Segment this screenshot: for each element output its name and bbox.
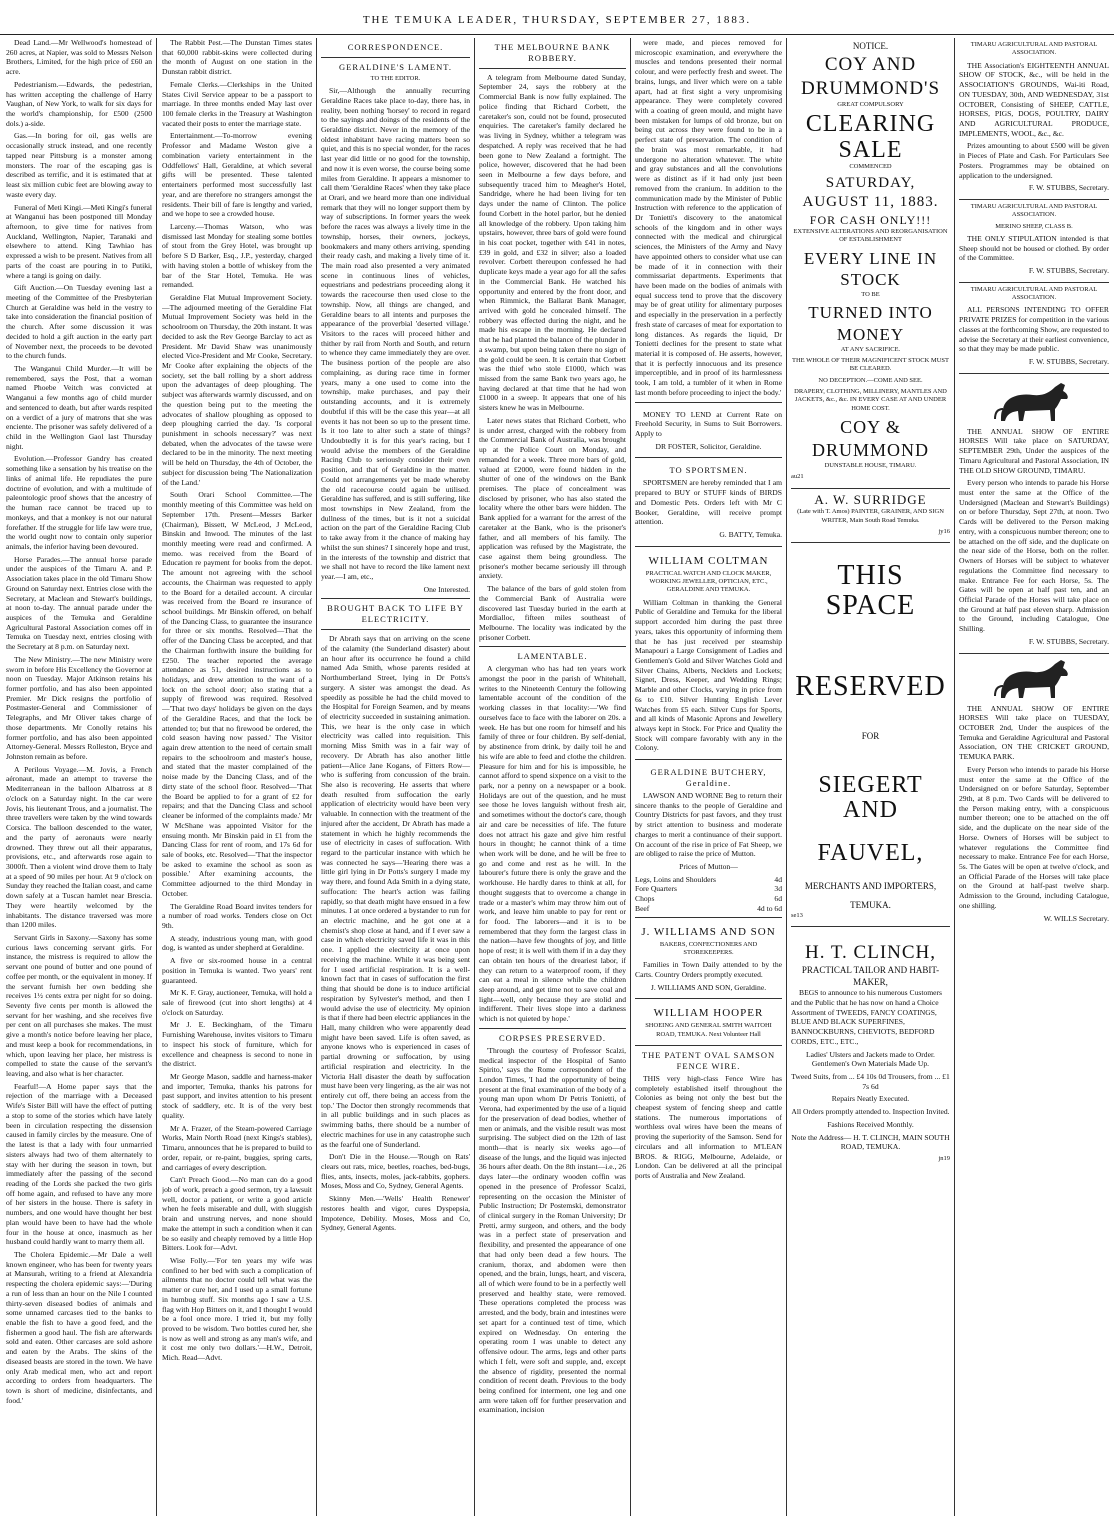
article-body: 'Through the courtesy of Professor Scalzi, medical inspector of the Hospital of Santo Spirito,' says the Rome correspondent of the London Times, 'I had the opportunity of being present at the final examination of the body of a young man upon whom Dr Petris Tonietti, of Verona, had experimented by the use of a liquid for the preservation of dead bodies, whether of men or animals, and the visible result was most surprising. The subject died on the 12th of last month—that is nearly six weeks ago—of disease of the lungs, and the liquid was injected 36 hours after death. On the 8th instant—i.e., 26 days later—the ordinary wooden coffin was opened in the presence of Professor Scalzi, representing on the occasion the Minister of Public Instruction; Dr Postemski, demonstrator of clinical surgery in the Roman University; Dr Pretti, army surgeon, and others, and the body was in a perfect state of preservation and flexibility, and presented the appearance of one that had only been dead a few hours. The cranium, thorax, and abdomen were then opened, and the brain, lungs, heart, and viscera, all of which were found to be in a perfectly well preserved and healthy state, were removed. These operations completed the process was arrested, and the body, brain and intestines were set apart for a continued test of time, which expired on Wednesday. On entering the operating room I was unable to detect any offensive odour. The arms, legs and other parts which I felt, were soft and supple, and, except the absence of rigidity, presented the normal condition of recent death. Previous to the body being confined for interment, one leg and one arm were taken off for further preservation and examination, incision <box>479 1045 626 1415</box>
advert-signature: F. W. STUBBS, Secretary. <box>1028 266 1109 276</box>
column-1 <box>6 38 152 1516</box>
article-body: The balance of the bars of gold stolen from the Commercial Bank of Australia were discovered last Tuesday buried in the earth at Mordialloc, fifteen miles southeast of Melbourne. The locality was indicated by the prisoner Corbett. <box>479 584 626 642</box>
advert-subtitle: COMMENCED <box>849 162 892 170</box>
column-7 <box>959 38 1109 1516</box>
news-paragraph: The Wanganui Child Murder.—It will be remembered, says the Post, that a woman named Phoebe Veitch was convicted at Wanganui a few months ago of child murder and sentenced to death, but after wards respited on a verdict of a jury of matrons that she was enciente. The prisoner was safely delivered of a child in the Wellington Gaol last Thursday night. <box>6 364 152 451</box>
advert-heading: TO SPORTSMEN. <box>669 465 748 476</box>
advert-body: LAWSON AND WORNE Beg to return their sincere thanks to the people of Geraldine and Country Districts for past favors, and they trust by strict attention to business and moderate charges to merit a continuance of their support. On account of the rise in price of Fat Sheep, we are obliged to raise the price of Mutton. <box>635 790 782 859</box>
advert-body: William Coltman in thanking the General Public of Geraldine and Temuka for the liberal support accorded him during the past three years, takes this opportunity of informing them that he has just received per steamship Manapouri a Large Consignment of Ladies and Gentlemen's Gold and Silver Watches Gold and Silver Chains, Alberts, Necklets and Lockets; Signet, Dress, Keeper, and Wedding Rings; Marble and other Clocks, varying in price from 6s to £10. Silver Hunting English Lever Watches from £5 each. Silver Cups for Sports, and all kinds of Masonic Aprons and Jewellery always kept in Stock. For Price and Quality the Stock will compare favorably with any in the Colony. <box>635 597 782 753</box>
masthead <box>0 0 1114 35</box>
advert-body: Families in Town Daily attended to by the Carts. Country Orders promptly executed. <box>635 960 782 979</box>
advert-title: COY AND DRUMMOND'S <box>800 53 941 99</box>
advert-subtitle: NO DECEPTION.—COME AND SEE. <box>818 376 923 384</box>
news-paragraph: Dead Land.—Mr Wellwood's homestead of 260 acres, at Napier, was sold to Messrs Nelson Brothers, Limited, for the high price of £60 an acre. <box>6 38 152 77</box>
money-advert <box>635 407 782 459</box>
section-heading: CORRESPONDENCE. <box>347 42 444 52</box>
merino-advert <box>959 200 1109 283</box>
advert-signature: G. BATTY, Temuka. <box>719 529 782 539</box>
advert-subtitle: EXTENSIVE ALTERATIONS AND REORGANISATION OF ESTABLISHMENT <box>793 227 948 244</box>
news-paragraph: Pedestrianism.—Edwards, the pedestrian, has written accepting the challenge of Harry Vaughan, of New York, to walk for six days for the world's championship, for £500 (2500 dols.) a-side. <box>6 79 152 128</box>
article-heading: THE MELBOURNE BANK ROBBERY. <box>494 42 611 63</box>
price-row <box>635 904 782 914</box>
advert-heading: TIMARU AGRICULTURAL AND PASTORAL ASSOCIATION. <box>970 285 1098 302</box>
column-3 <box>321 38 470 1516</box>
news-paragraph: Funeral of Meti Kingi.—Meti Kingi's funeral at Wanganui has been postponed till Monday afternoon, to give time for natives from Auckland, Wellington, Napier, Taranaki and elsewhere to attend. King Tawhiao has expressed a wish to be present. Natives from all parts of the coast are pouring in to Putiki, where a tangi is going on daily. <box>6 202 152 280</box>
advert-title: COY & DRUMMOND <box>811 417 929 461</box>
advert-signature: J. WILLIAMS AND SON, Geraldine. <box>650 982 767 992</box>
column-rule <box>630 38 631 1516</box>
column-rule <box>474 38 475 1516</box>
hooper-advert <box>635 999 782 1046</box>
news-paragraph: The Geraldine Road Board invites tenders for a number of road works. Tenders close on Oct 9th. <box>162 901 312 930</box>
divider <box>321 57 470 58</box>
price-row <box>635 875 782 885</box>
letter-salutation: TO THE EDITOR. <box>370 74 421 82</box>
advert-body: MONEY TO LEND at Current Rate on Freehold Security, in Sums to Suit Borrowers. Apply to <box>635 409 782 439</box>
news-paragraph: Female Clerks.—Clerkships in the United States Civil Service appear to be a passport to marriage. In three months ended May last over 100 female clerks in the Treasury at Washington vacated their posts to enter the marriage state. <box>162 79 312 128</box>
article-heading: GERALDINE'S LAMENT. <box>339 61 452 72</box>
advert-body: All Orders promptly attended to. Inspection Invited. <box>791 1107 950 1117</box>
coy-drummond-advert <box>791 38 950 489</box>
divider <box>321 598 470 599</box>
temuka-horse-show-advert <box>959 656 1109 924</box>
news-paragraph: The Cholera Epidemic.—Mr Dale a well known engineer, who has been for twenty years at Mansurah, writing to a friend at Alexandria respecting the cholera epidemic says:—'During a run of less than an hour on the Nile I counted thirty-seven diseased bodies of animals and some unnamed carcases tied to the banks to enable the fish to have a good feed, and the fishermen a good haul. The fish are afterwards sold and eaten. Other carcases are sold ashore and eaten by the Arabs. The skins of the diseased beasts are stored in the town. We have only Arab medical men, who act and report according to orders from headquarters. The town is short of medicine, disinfectants, and food.' <box>6 1249 152 1405</box>
news-paragraph: Geraldine Flat Mutual Improvement Society.—The adjourned meeting of the Geraldine Flat Mutual Improvement Society was held in the schoolroom on Thursday, the 20th instant. It was decided to ask the Rev George Barclay to act as President. Mr David Shaw was unanimously elected Vice-President and Mr Cooke, Secretary. Mr Cooke after explaining the objects of the society, set the ball rolling by a short address upon the advantages of deep ploughing. The subject was afterwards warmly discussed, and on the question being put to the meeting the advocates of shallow ploughing as opposed to deep ploughing carried the day. 'Is corporal punishment in schools necessary?' was next debated, when the advocates of the tawse were declared to be in the minority. The next meeting will be held on Thursday, the 4th of October, the subject for discussion being 'The Nationalization of the Land.' <box>162 292 312 487</box>
price-item: Beef <box>635 903 650 913</box>
advert-body: Ladies' Ulsters and Jackets made to Order. Gentlemen's Own Materials Made Up. <box>806 1049 935 1069</box>
news-paragraph: Can't Preach Good.—No man can do a good job of work, preach a good sermon, try a lawsuit well, doctor a patient, or write a good article when he feels miserable and dull, with sluggish brain and unstrung nerves, and none should make the attempt in such a condition when it can be so easily and cheaply removed by a little Hop Bitters. Look for—Advt. <box>162 1175 312 1253</box>
show-advert <box>959 38 1109 200</box>
column-6 <box>791 38 950 1516</box>
price-value: 4d to 6d <box>757 903 782 913</box>
advert-signature: F. W. STUBBS, Secretary. <box>1028 636 1109 646</box>
advert-tag: jy16 <box>938 527 950 535</box>
divider <box>479 1028 626 1029</box>
news-paragraph: Horse Parades.—The annual horse parade under the auspices of the Timaru A. and P. Association takes place in the old Timaru Show Ground on Saturday next. Entries close with the Secretary, at Maclean and Stewart's buildings, at noon to-day. The annual parade under the auspices of the Temuka and Geraldine Agricultural Pastoral Association comes off in Temuka on Tuesday next, entries closing with the Secretary at 8 p.m. on Saturday next. <box>6 554 152 652</box>
news-paragraph: A steady, industrious young man, with good dog, is wanted as under shepherd at Geraldine. <box>162 933 312 953</box>
advert-signature: F. W. STUBBS, Secretary. <box>1028 183 1109 193</box>
advert-title: TURNED INTO MONEY <box>808 303 933 345</box>
article-heading: LAMENTABLE. <box>517 651 588 662</box>
news-paragraph: Evolution.—Professor Gandry has created something like a sensation by his treatise on the links of animal life. He repudiates the pure doctrine of evolution, and with a multitude of paleontologic proof shows that the ancestry of the human race cannot be traced up to monkeys, and that a monkey is not our natural forefather. If the struggle for life law were true, the world ought now to contain only superior animals, the inferior having been devoured. <box>6 454 152 551</box>
advert-subheading: SHOEING AND GENERAL SMITH WAITOHI ROAD, TEMUKA. Next Volunteer Hall <box>645 1022 772 1038</box>
price-value: 4d <box>774 874 782 884</box>
advert-signature: DR FOSTER, Solicitor, Geraldine. <box>655 441 762 451</box>
advert-body: THIS very high-class Fence Wire has completely established itself throughout the Colonies as being not only the best but the cheapest system of fencing sheep and cattle stations. The numerous importations of worthless oval wires have been the means of proving the superiority of the Samson. Send for circulars and all information to M'LEAN BROS. & RIGG, Melbourne, Adelaide, or London. Can be delivered at all the principal ports of Australia and New Zealand. <box>635 1073 782 1181</box>
advert-heading: THE PATENT OVAL SAMSON FENCE WIRE. <box>641 1050 776 1071</box>
sale-date: SATURDAY, AUGUST 11, 1883. <box>802 175 939 211</box>
advert-body: THE ONLY STIPULATION intended is that Sheep should not be housed or clothed. By order of the Committee. <box>959 233 1109 263</box>
coltman-advert <box>635 547 782 761</box>
price-item: Legs, Loins and Shoulders <box>635 874 716 884</box>
advert-subtitle: THE WHOLE OF THEIR MAGNIFICENT STOCK MUST BE CLEARED. <box>792 357 949 373</box>
news-paragraph: A Perilous Voyage.—M. Jovis, a French aéronaut, made an attempt to traverse the Mediterranean in the balloon Albatross at 8 o'clock on a Saturday night. In the car were Jovis, his lieutenant Trous, and a journalist. The three travellers were taken by the wind towards Corsica. The balloon descended to the water, and the party of aeronauts were nearly drowned. They threw out all their apparatus, provisions, etc., and afterwards rose again to 3000ft. Then a violent wind drove them to Italy at a speed of 90 miles per hour. At 9 o'clock on Sunday they reached the Italian coast, and came down safely at a Tuscan hamlet near Brescia. They were heartily welcomed by the inhabitants. The distance traversed was more than 1200 miles. <box>6 764 152 930</box>
news-paragraph: Gift Auction.—On Tuesday evening last a meeting of the Committee of the Presbyterian Church at Geraldine was held in the vestry to take into consideration the financial position of the church. After some discussion it was decided to hold a gift auction in the early part of November next, the proceeds to be devoted to the church funds. <box>6 283 152 361</box>
divider <box>635 402 782 403</box>
advert-body: Every Person who intends to parade his Horse must enter the same at the Office of the Undersigned on or before Saturday, September 29th, at 8 p.m. Two Cards will be delivered to the Person making entry, with a conspicuous number thereon; one to be attached on the off side, and the duplicate on the near side of the Horse. Owners of Horses will be subject to whatever regulations the Committee find necessary to make. Entrance Fee for each Horse, 5s. The Gates will be open at twelve o'clock, and an Official Parade of the Horses will take place on the Ground at half-past twelve sharp. Admission to the Ground, including Catalogue, one shilling. <box>959 764 1109 910</box>
advert-title: H. T. CLINCH, <box>804 941 937 963</box>
column-rule <box>316 38 317 1516</box>
advert-tag: se13 <box>791 911 803 919</box>
clinch-advert <box>791 927 950 1163</box>
letter-body: Sir,—Although the annually recurring Geraldine Races take place to-day, there has, in reality, been nothing 'horsey' to record in regard to the sayings and doings of the residents of the Geraldine district. Never in the memory of the oldest inhabitant have racing matters been so quiet, and this is no special wonder, for the races last year did little or no good for the township, and now it is even worse, the course being some miles from Geraldine. It appears a misnomer to call them 'Geraldine Races' when they take place at Orari, and we heard more than one individual remark that they will no longer support them by way of subscriptions. In former years the week before the races was always a lively time in the township, horses, their owners, jockeys, bookmakers and many others arriving, spending their ready cash, and making a lively time of it. The main road also presented a very animated scene in continuous lines of vehicles, equestrians and pedestrians proceeding along it towards the racecourse then used close to the township. Now, all things are changed, and Geraldine bears to all intents and purposes the appearance of the proverbial 'deserted village.' Visitors to the races will proceed hither and thither by rail from North and South, and return to whence they came immediately they are over. The business portion of the people are also complaining, as during race time in former years, many a one used to come into the township, make purchases, and pay their outstanding accounts, and it is extremely doubtful if this will be the case this year—at all events it has not been so up to the present time. Is it too late to alter such a state of things? Undoubtedly it is for this year's racing, but I would advise the members of the Geraldine Racing Club to seriously consider their own position, and that of Geraldine in the matter. Could not arrangements yet be made whereby the old racecourse could again be utilised. Geraldine has suffered, and is still suffering, like most townships in New Zealand, from the dullness of the times, but is it not a suicidal action on the part of the Geraldine Racing Club to take away from it the chance of making hay whilst the sun shines? I sincerely hope and trust, in the interests of the township and district that we shall not have to record the like lament next year.—I am, etc., <box>321 86 470 581</box>
advert-title: EVERY LINE IN STOCK <box>803 248 938 290</box>
letter-signature: One Interested. <box>423 584 470 594</box>
price-value: 3d <box>774 884 782 894</box>
advert-subtitle: FOR <box>861 731 880 742</box>
news-paragraph: The Rabbit Pest.—The Dunstan Times states that 60,000 rabbit-skins were collected during the month of August on one station in the Dunstan rabbit district. <box>162 38 312 77</box>
advert-heading: WILLIAM HOOPER <box>653 1007 764 1020</box>
advert-subtitle: TO BE <box>861 291 880 298</box>
advert-signature: F. W. STUBBS, Secretary. <box>1028 357 1109 366</box>
cash-only: FOR CASH ONLY!!! <box>809 212 932 227</box>
advert-subtitle: GREAT COMPULSORY <box>837 101 904 109</box>
advert-title: THIS SPACE <box>825 560 916 621</box>
column-5 <box>635 38 782 1516</box>
news-paragraph: Larceny.—Thomas Watson, who was dismissed last Monday for stealing some bottles of stout from the Grey Hotel, was brought up before S D Barker, Esq., J.P., yesterday, charged with having stolen a bottle of whiskey from the bar of the Star Hotel, Temuka. He was remanded. <box>162 221 312 290</box>
advert-body: THE ANNUAL SHOW OF ENTIRE HORSES Will take place on TUESDAY, OCTOBER 2nd, Under the auspices of the Temuka and Geraldine Agricultural and Pastoral Association, ON THE CRICKET GROUND, TEMUKA PARK. <box>959 703 1109 762</box>
article-body: were made, and pieces removed for microscopic examination, and everywhere the muscles and tendons presented their normal colour, and were perfectly fresh and sweet. The brains, lungs, and liver which were on a table apart, had at first sight a very unpromising appearance. They were completely covered with a coating of green mould, and might have been mistaken for lumps of old bronze, but on being cut across they were found to be in a perfect state of preservation. The condition of the brain was most remarkable, it had undergone no alteration whatever. The white and gray substances and all the convolutions were as distinct as if it had only just been removed from the cranium. In addition to the communication made by the Minister of Public Instruction with reference to the application of Dr Tonietti's discovery to the anatomical schools of the kingdom and in other ways connected with the medical and chirurgical sciences, the Ministers of the Army and Navy have appointed others to consider what use can be made of it in connection with their commissariat departments. Experiments that have been made on the bodies of animals with equal success tend to prove that the discovery may be of great utility for alimentary purposes and especially in the preservation in a perfectly fresh state of carcases of meat for exportation to long distances. As regards the liquid, Dr Tonietti declines for the present to state what material it is composed of. He asserts, however, that it is perfectly innocuous and its presence imperceptible, and in proof of its harmlessness took, I am told, a tumbler of it when in Rome last month before proceeding to inject the body.' <box>635 38 782 397</box>
advert-heading: GERALDINE BUTCHERY, Geraldine. <box>650 767 767 789</box>
butchery-advert <box>635 760 782 917</box>
news-paragraph: Mr George Mason, saddle and harness-maker and importer, Temuka, thanks his patrons for past support, and invites attention to his present stock of saddlery, etc. It is of the very best quality. <box>162 1072 312 1120</box>
news-paragraph: Wise Folly.—'For ten years my wife was confined to her bed with such a complication of ailments that no doctor could tell what was the matter or cure her, and I used up a small fortune in humbug stuff. Six months ago I saw a U.S. flag with Hop Bitters on it, and I thought I would be a fool once more. I tried it, but my folly proved to be wisdom. Two bottles cured her, she is now as well and strong as any man's wife, and it cost me only two dollars.'—H.W., Detroit, Mich. Read—Advt. <box>162 1255 312 1363</box>
advert-subtitle: AT ANY SACRIFICE. <box>840 345 901 353</box>
news-paragraph: Servant Girls in Saxony.—Saxony has some curious laws concerning servant girls. For instance, the mistress is required to allow the servant one pound of butter and one pound of coffee per month, or the equivalent in money. If the servant furnish her own bedding she receives 1½ cents extra per night for so doing. Seventy five cents per month is allowed the servant for her washing, and she receives five per cent on all purchases she makes. The must give a month's notice before leaving her place, and must keep a book for recommendations, in which, upon leaving her place, her mistress is compelled to state the cause of the servant's leaving, and also what is her character. <box>6 932 152 1079</box>
advert-title: CLEARING SALE <box>805 111 936 163</box>
divider <box>479 646 626 647</box>
advert-body: Fashions Received Monthly. <box>827 1119 914 1129</box>
fence-advert <box>635 1050 782 1181</box>
notice-label: NOTICE. <box>852 41 889 51</box>
advert-body: Tweed Suits, from ... £4 10s 0d Trousers, from ... £1 7s 6d <box>791 1071 950 1091</box>
price-item: Fore Quarters <box>635 884 677 894</box>
advert-subtitle: MERCHANTS AND IMPORTERS, <box>804 880 937 891</box>
column-rule <box>156 38 157 1516</box>
advert-body: SPORTSMEN are hereby reminded that I am prepared to BUY or STUFF kinds of BIRDS and Domestic Pets. Orders left with Mr C Booker, Geraldine, will receive prompt attention. <box>635 478 782 527</box>
news-paragraph: Mr K. F. Gray, auctioneer, Temuka, will hold a sale of firewood (cut into short lengths) at 4 o'clock on Saturday. <box>162 988 312 1017</box>
prizes-advert <box>959 283 1109 374</box>
advert-title: A. W. SURRIDGE <box>814 491 927 507</box>
advert-heading: J. WILLIAMS AND SON <box>641 925 776 938</box>
advert-subheading: PRACTICAL WATCH AND CLOCK MAKER, WORKING JEWELLER, OPTICIAN, ETC., GERALDINE AND TEMUKA. <box>645 569 772 594</box>
article-heading: CORPSES PRESERVED. <box>498 1032 607 1043</box>
surridge-advert <box>791 489 950 544</box>
article-body: A clergyman who has had ten years work amongst the poor in the parish of Whitehall, writes to the Nineteenth Century the following lamentable account of the condition of the working classes in that locality:—'We find ourselves face to face with the laborer on 20s. a week. He has but one room for himself and his family of three or four children. By self-denial, by abstinence from drink, by daily toil he and his wife are able to feed and clothe the children. Pleasure for him and for his is impossible, he cannot afford to spend sixpence on a visit to the park, nor a penny on a newspaper or a book. Holidays are out of the question, and he must see those he loves languish without fresh air, and sometimes without the doctor's care, though air and care be necessities of life. The future does not attract his gaze and give him restful hours in thought; he cannot think of a time when work will be done, and he will be free to go and come and rest as he will. In the labourer's future there is only the grave and the workhouse. He hardly dares to think at all, for thought suggests that to overcome a change in trade or a master's whim may throw him out of work, and leave him unable to pay for rent or for food. The laborers—and it is to be remembered that they form the largest class in the nation—have few thoughts of joy, and little hope of rest; it is well with them if in a day they can obtain ten hours of the dreariest labor, if they can return to a waterproof room, if they can eat a meal in silence while the children sleep around, and get time not to save coal and light—well, only because they are stolid and indifferent. Their lives slope into a darkness which is not quieted by hope.' <box>479 664 626 1024</box>
article-body: Don't Die in the House.—'Rough on Rats' clears out rats, mice, beetles, roaches, bed-bugs, flies, ants, insects, moles, jack-rabbits, gophers. Moses, Moss and Co, Sydney, General Agents. <box>321 1152 470 1191</box>
advert-body: Repairs Neatly Executed. <box>831 1094 910 1104</box>
news-paragraph: The New Ministry.—The new Ministry were sworn in before His Excellency the Governor at noon on Tuesday. Major Atkinson retains his former portfolio, and has also been appointed Premier. Mr Dick resigns the portfolio of Postmaster-General and Commissioner of Telegraphs, and Mr Oliver takes charge of those departments. Mr Conolly retains his former portfolio, and has also been appointed Attorney-General. Messrs Rolleston, Bryce and Johnston remain as before. <box>6 654 152 762</box>
news-paragraph: Gas.—In boring for oil, gas wells are occasionally struck instead, and one recently tapped near Pittsburg is a monster among monsters. The roar of the escaping gas is described as terrific, and it is estimated that at least six million cubic feet are blowing away to waste every day. <box>6 131 152 199</box>
advert-body: ALL PERSONS INTENDING TO OFFER PRIVATE PRIZES for competition in the various classes at the forthcoming Show, are requested to advise the Secretary at their earliest convenience, so that they may be made public. <box>959 305 1109 354</box>
advert-heading: WILLIAM COLTMAN <box>648 554 769 567</box>
advert-body: THE ANNUAL SHOW OF ENTIRE HORSES Will take place on SATURDAY, SEPTEMBER 29th, Under the auspices of the Timaru Agricultural and Pastoral Association, IN THE OLD SHOW GROUND, TIMARU. <box>959 426 1109 475</box>
article-body: Skinny Men.—'Wells' Health Renewer' restores health and vigor, cures Dyspepsia, Impotence, Debility. Moses, Moss and Co, Sydney, General Agents. <box>321 1194 470 1233</box>
article-body: Dr Abrath says that on arriving on the scene of the calamity (the Sunderland disaster) about an hour after its occurrence he found a child named Ada Smith, whose parents resided at Northumberland Street, lying in Dr Potts's surgery. A sister was amongst the dead. As speedily as possible he had the child moved to the Hospital for Foreign Seamen, and by means of electricity succeeded in sustaining animation. This, we hear is the only case in which electricity was called into requisition. This morning Miss Smith was in a fair way of recovery. Dr Abrath has also another little patient—Alice Jane Kogans, of Fitters Row—who is suffering from concussion of the brain. She also is recovering. He asserts that where death resulted from suffocation the early application of electricity would have been very valuable. In connection with the treatment of the injured after the accident, Dr Abrath has made a statement in which he highly recommends the use of electricity in cases of suffocation. With regard to the particular instance with which he was connected he says—'Hearing there was a little girl lying in Dr Potts's surgery I made my way there, and found Ada Smith in a dying state, suffocation: The heart's action was failing rapidly, so that death might have ensued in a few minutes. I at once ordered a bystander to run for an electric machine, and he got one at a chemist's shop close at hand, and if I ever saw a case in which electricity saved life it was in this one. I applied the electricity at once upon receiving the machine. While it was being sent for I used artificial respiration. It is a well-known fact that in cases of suffocation the first thing that should be done is to induce artificial respiration by Sylvester's method, and then I would advise the use of electricity. My opinion is that if there had been electric appliances in the Hall, many children who were apparently dead might have been saved. Life is often saved, as anyone knows who is experienced in cases of partial drowning or suffocation, by using artificial respiration and electricity. In the Victoria Hall disaster the death by suffocation must have been very lingering, as the air was not entirely cut off, there being an access from the top.' The Doctor then strongly recommends that in all public buildings and in such places as swimming baths, there should be a number of electric machines for use in any catastrophe such as the fearful one of Sunderland. <box>321 634 470 1149</box>
advert-subtitle: DRAPERY, CLOTHING, MILLINERY, MANTLES AND JACKETS, &c., &c. IN EVERY CASE AT AND UNDER HOME COST. <box>794 388 947 412</box>
siegert-fauvel-advert <box>791 543 950 927</box>
advert-tag: jn19 <box>938 1154 950 1162</box>
price-row <box>635 884 782 894</box>
advert-subtitle: DUNSTABLE HOUSE, TIMARU. <box>824 462 917 470</box>
article-body: Later news states that Richard Corbett, who is under arrest, charged with the robbery from the Commercial Bank of Australia, was brought up at the Police Court on Monday, and remanded for a week. Three more bars of gold, valued at £2000, were found hidden in the shutter of one of the windows on the Bank premises. The place of concealment was disclosed by prisoner, who has also stated the locality where the other bars were hidden. The Bank applied for a warrant for the arrest of the caretaker at the Bank, who is the prisoner's father, and all members of his family. The application was refused by the Magistrate, the case against them being groundless. The prisoner's mother became seriously ill through anxiety. <box>479 415 626 581</box>
news-paragraph: South Orari School Committee.—The monthly meeting of this Committee was held on September 17th. Present—Messrs Barker (Chairman), Bissett, W McLeod, J McLeod, Binskin and Inwood. The minutes of the last monthly meeting were read and confirmed. A memo. was received from the Board of Education re payment for books from the depot. The amount not agreeing with the school accounts, the Chairman was requested to apply to the Board for a detailed account. A circular was received from the Board re insurance of school buildings. Mr Binskin offered, on behalf of the Dancing Class, to guarantee the insurance for three or six months. Resolved—That the offer of the Dancing Class be accepted, and that the Chairman forthwith insure the building for £250. The teacher reported the average attendance as 51, desired instructions as to holidays, and drew attention to the want of a lock on the school door; also stating that a supply of firewood was required. Resolved—'That two days' holidays be given on the days of the Geraldine Races, and that the lock be attended to; but that no firewood be ordered, the cold season having now passed.' The Visitor again drew attention to the need of certain small repairs to the schoolroom and master's house, and stated that the master complained of the noise made by the Dancing Class, and of the dirty state of the school floor. Resolved—'That the Board be applied to for a grant of £2 for repairs; and that the Dancing Class and school cleaner be informed of the complaints made.' Mr W McShane was appointed Visitor for the ensuing month. Mr Binskin paid in £1 from the Dancing Class for rent of room, and 17s 6d for sale of books, etc. Resolved—'That the inspector be asked to examine the school as soon as possible.' After examining accounts, the Committee adjourned to the third Monday in October. <box>162 490 312 898</box>
timaru-horse-show-advert <box>959 374 1109 654</box>
column-4 <box>479 38 626 1516</box>
column-2 <box>162 38 312 1516</box>
williams-advert <box>635 918 782 1000</box>
advert-heading: TIMARU AGRICULTURAL AND PASTORAL ASSOCIATION. <box>970 202 1098 219</box>
masthead-title: THE TEMUKA LEADER, THURSDAY, SEPTEMBER 27, 1883. <box>362 14 752 26</box>
advert-subtitle: TEMUKA. <box>850 900 891 911</box>
news-paragraph: Mr A. Frazer, of the Steam-powered Carriage Works, Main North Road (next Kings's stables), Timaru, announces that he is prepared to build to order, repair, or re-paint, buggies, spring carts, and carriages of every description. <box>162 1123 312 1172</box>
sportsmen-advert <box>635 458 782 546</box>
advert-body: Prizes amounting to about £500 will be given in Pieces of Plate and Cash. For Particulars See Posters. Programmes may be obtained on application to the undersigned. <box>959 141 1109 180</box>
horse-illustration <box>989 379 1079 425</box>
news-paragraph: Fearful!—A Home paper says that the rejection of the marriage with a Deceased Wife's Sister Bill will have the effect of putting a stop to some of the stories which have lately been in circulation respecting the dissension caused in family circles by the measure. One of the latest is that a lady with four unmarried sisters always had two of them alternately to stay with her during the season in town, but immediately after the passing of the second reading of the Lords she packed the two girls off home again, and refused to have any more of her sisters in the house. There is safety in numbers, and one would have thought her best plan would have been to have had the whole four in the house at once, inasmuch as her husband could hardly want to marry them all. <box>6 1081 152 1247</box>
news-paragraph: Mr J. E. Beckingham, of the Timaru Furnishing Warehouse, invites visitors to Timaru to inspect his stock of furniture, which for excellence and cheapness is second to none in the district. <box>162 1020 312 1069</box>
article-heading: BROUGHT BACK TO LIFE BY ELECTRICITY. <box>327 603 464 625</box>
advert-body: Every person who intends to parade his Horse must enter the same at the Office of the Undersigned (Maclean and Stewart's Buildings) on or before Thursday, Sept 27th, at noon. Two Cards will be delivered to the Person making entry, with a conspicuous number thereon; one to be attached on the off side, and the duplicate on the near side of the Horse, both on the roller. Owners of Horses will be subject to whatever regulations the Committee find necessary to make. Entrance Fee for each Horse, 5s. The Gates will be open at half past ten, and an Official Parade of the Horses will take place on the Ground at half past eleven sharp. Admission to the Ground, including Catalogue, One Shilling. <box>959 478 1109 634</box>
advert-signature: W. WILLS Secretary. <box>1043 913 1109 923</box>
price-item: Chops <box>635 894 655 904</box>
advert-body: (Late with T. Amos) PAINTER, GRAINER, AND SIGN WRITER, Main South Road Temuka. <box>797 508 944 524</box>
column-rule <box>954 38 955 1516</box>
article-body: A telegram from Melbourne dated Sunday, September 24, says the robbery at the Commercial Bank is now fully explained. The police finding that Richard Corbett, the caretaker's son, could not be found, prosecuted enquiries. The caretaker's family declared he was living in Sydney, whither a telegram was despatched. A reply was received that he had been gone to New Zealand a fortnight. The police, however, discovered that he had been seen in Melbourne a few days before, and subsequently traced him to Meagher's Hotel, Sandridge, where he had been living for ten days under the name of Clinton. The police found Corbett in the hotel parlor, but he denied all knowledge of the robbery. Upon taking him upstairs, however, three bars of gold were found in his coat pocket, together with £41 in notes, £39 in gold, and £32 in silver; also a loaded revolver. Corbett thereupon confessed he had duplicate keys made a year ago for all the safes in the Commercial Bank. He watched his opportunity and entered by the front door, and when Rimmick, the Ballarat Bank Manager, arrived with gold he concealed himself. The robbery was effected during the night, and he made his escape in the morning. He declared that he had planted the balance of the plunder in a swamp, but upon being taken there no sign of the gold could be seen. It is certain that Corbett was the thief who stole £1000, which was missed from the same Bank two years ago, he having declared at that time that he had won £1000 in a sweep. It appears that one of his sisters knew he was in Melbourne. <box>479 72 626 413</box>
advert-body: Note the Address— H. T. CLINCH, MAIN SOUTH ROAD, TEMUKA. <box>791 1132 950 1152</box>
price-value: 6d <box>774 894 782 904</box>
horse-illustration <box>989 656 1079 702</box>
advert-subheading: BAKERS, CONFECTIONERS AND STOREKEEPERS. <box>659 940 758 956</box>
advert-title: FAUVEL, <box>817 840 924 867</box>
price-row <box>635 894 782 904</box>
advert-subtitle: PRACTICAL TAILOR AND HABIT-MAKER, <box>801 965 940 987</box>
advert-title: RESERVED <box>795 671 946 703</box>
advert-tag: au21 <box>791 473 804 481</box>
news-paragraph: A five or six-roomed house in a central position in Temuka is wanted. Two years' rent guaranteed. <box>162 956 312 985</box>
divider <box>479 68 626 69</box>
advert-heading: TIMARU AGRICULTURAL AND PASTORAL ASSOCIATION. <box>970 41 1098 57</box>
column-rule <box>786 38 787 1516</box>
advert-subheading: MERINO SHEEP, CLASS B. <box>995 222 1073 230</box>
advert-body: BEGS to announce to his numerous Customers and the Public that he has now on hand a Choice Assortment of TWEEDS, FANCY COATINGS, BLUE AND BLACK SUPERFINES, BANNOCKBURNS, CHEVIOTS, BEDFORD CORDS, ETC., ETC., <box>791 988 943 1046</box>
divider <box>321 629 470 630</box>
advert-title: SIEGERT AND <box>818 771 923 824</box>
news-paragraph: Entertainment.—To-morrow evening Professor and Madame Weston give a combination variety entertainment in the Oddfellows' Hall, Geraldine, at which several gifts will be presented. These talented entertainers performed most successfully last year, and are therefore no strangers amongst the residents. Their bill of fare is lengthy and varied, and we hope to see a crowded house. <box>162 131 312 219</box>
advert-body: THE Association's EIGHTEENTH ANNUAL SHOW OF STOCK, &c., will be held in the ASSOCIATION'S GROUNDS, Wai-iti Road, ON TUESDAY, 30th, AND WEDNESDAY, 31st OCTOBER, Consisting of SHEEP, CATTLE, HORSES, PIGS, DOGS, POULTRY, DAIRY AND AGRICULTURAL PRODUCE, IMPLEMENTS, WOOL, &c., &c. <box>959 60 1109 138</box>
price-list-heading: Prices of Mutton— <box>679 861 738 871</box>
